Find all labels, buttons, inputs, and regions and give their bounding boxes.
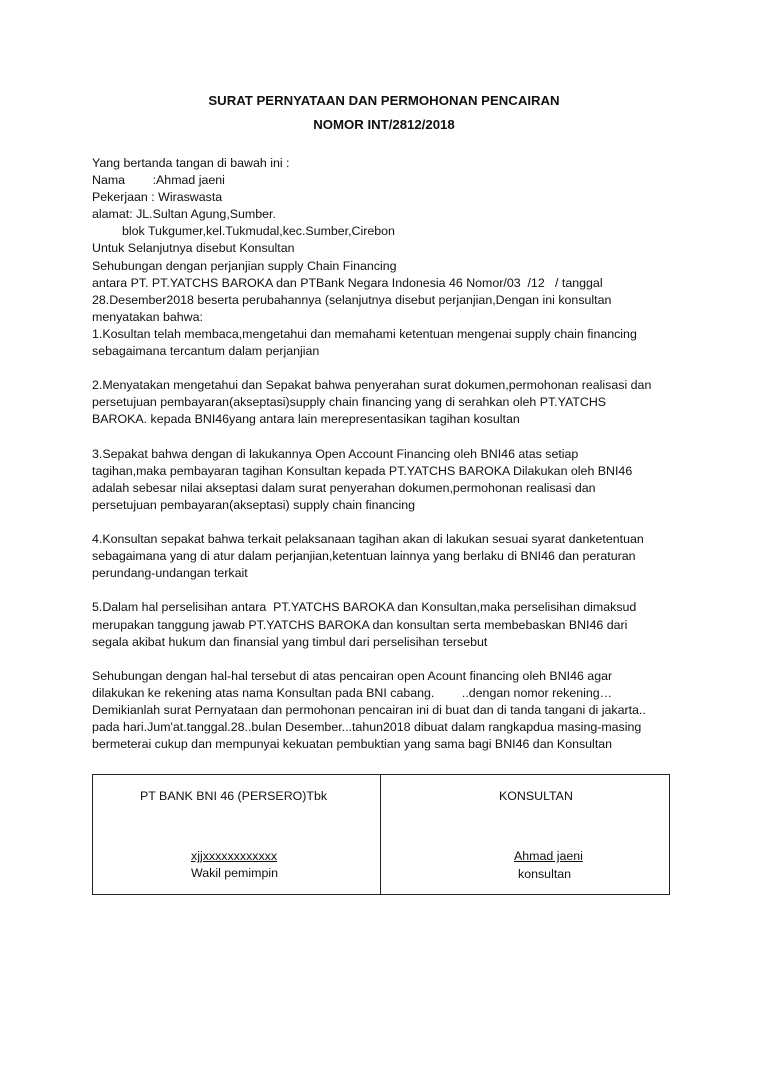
document-body bbox=[92, 155, 692, 753]
point-5-line: 5.Dalam hal perselisihan antara PT.YATCHS BAROKA dan Konsultan,maka perselisihan dimaksud bbox=[92, 600, 637, 615]
point-1-line: 1.Kosultan telah membaca,mengetahui dan memahami ketentuan mengenai supply chain financing bbox=[92, 326, 637, 341]
name-line: Nama :Ahmad jaeni bbox=[92, 173, 225, 188]
point-3-line: persetujuan pembayaran(akseptasi) supply chain financing bbox=[92, 497, 416, 512]
point-5-line: merupakan tanggung jawab PT.YATCHS BAROKA dan konsultan serta membebaskan BNI46 dari bbox=[92, 617, 628, 632]
signature-divider bbox=[380, 775, 381, 894]
context-line: 28.Desember2018 beserta perubahannya (selanjutnya disebut perjanjian,Dengan ini konsultan bbox=[92, 292, 612, 307]
closing-line: Demikianlah surat Pernyataan dan permohonan pencairan ini di buat dan di tanda tangani di jakarta.. bbox=[92, 703, 646, 717]
point-2-line: BAROKA. kepada BNI46yang antara lain merepresentasikan tagihan kosultan bbox=[92, 412, 520, 427]
point-3-line: 3.Sepakat bahwa dengan di lakukannya Open Account Financing oleh BNI46 atas setiap bbox=[92, 446, 579, 461]
closing-line: dilakukan ke rekening atas nama Konsultan pada BNI cabang. ..dengan nomor rekening… bbox=[92, 685, 613, 700]
document-number: NOMOR INT/2812/2018 bbox=[313, 117, 455, 132]
point-3-line: adalah sebesar nilai akseptasi dalam surat penyerahan dokumen,permohonan realisasi dan bbox=[92, 480, 596, 495]
consultant-signer-name: Ahmad jaeni bbox=[514, 849, 583, 863]
address-line: blok Tukgumer,kel.Tukmudal,kec.Sumber,Cirebon bbox=[122, 224, 395, 239]
signature-table bbox=[92, 774, 670, 895]
point-3-line: tagihan,maka pembayaran tagihan Konsultan kepada PT.YATCHS BAROKA Dilakukan oleh BNI46 bbox=[92, 463, 633, 478]
context-line: antara PT. PT.YATCHS BAROKA dan PTBank Negara Indonesia 46 Nomor/03 /12 / tanggal bbox=[92, 275, 603, 290]
bank-signer-role: Wakil pemimpin bbox=[191, 866, 278, 880]
bank-party-label: PT BANK BNI 46 (PERSERO)Tbk bbox=[140, 789, 328, 803]
intro-line: Yang bertanda tangan di bawah ini : bbox=[92, 156, 290, 170]
closing-line: Sehubungan dengan hal-hal tersebut di atas pencairan open Acount financing oleh BNI46 agar bbox=[92, 668, 613, 683]
point-2-line: persetujuan pembayaran(akseptasi)supply chain financing yang di serahkan oleh PT.YATCHS bbox=[92, 395, 607, 410]
point-2-line: 2.Menyatakan mengetahui dan Sepakat bahwa penyerahan surat dokumen,permohonan realisasi dan bbox=[92, 378, 652, 393]
closing-line: bermeterai cukup dan mempunyai kekuatan pembuktian yang sama bagi BNI46 dan Konsultan bbox=[92, 737, 613, 752]
bank-signer-name: xjjxxxxxxxxxxxx bbox=[191, 849, 278, 863]
closing-line: pada hari.Jum'at.tanggal.28..bulan Desember...tahun2018 dibuat dalam rangkapdua masing-masing bbox=[92, 720, 642, 735]
point-5-line: segala akibat hukum dan finansial yang timbul dari perselisihan tersebut bbox=[92, 634, 488, 649]
context-line: Sehubungan dengan perjanjian supply Chain Financing bbox=[92, 258, 397, 273]
document-title: SURAT PERNYATAAN DAN PERMOHONAN PENCAIRAN bbox=[208, 93, 560, 108]
consultant-signer-role: konsultan bbox=[518, 867, 572, 881]
alias-line: Untuk Selanjutnya disebut Konsultan bbox=[92, 241, 295, 256]
consultant-party-label: KONSULTAN bbox=[499, 789, 573, 803]
point-4-line: perundang-undangan terkait bbox=[92, 566, 248, 581]
context-line: menyatakan bahwa: bbox=[92, 309, 203, 324]
job-line: Pekerjaan : Wiraswasta bbox=[92, 190, 223, 205]
point-4-line: sebagaimana yang di atur dalam perjanjian,ketentuan lainnya yang berlaku di BNI46 dan peraturan bbox=[92, 549, 636, 564]
point-4-line: 4.Konsultan sepakat bahwa terkait pelaksanaan tagihan akan di lakukan sesuai syarat danketentuan bbox=[92, 532, 644, 547]
point-1-line: sebagaimana tercantum dalam perjanjian bbox=[92, 344, 320, 359]
address-line: alamat: JL.Sultan Agung,Sumber. bbox=[92, 207, 276, 222]
